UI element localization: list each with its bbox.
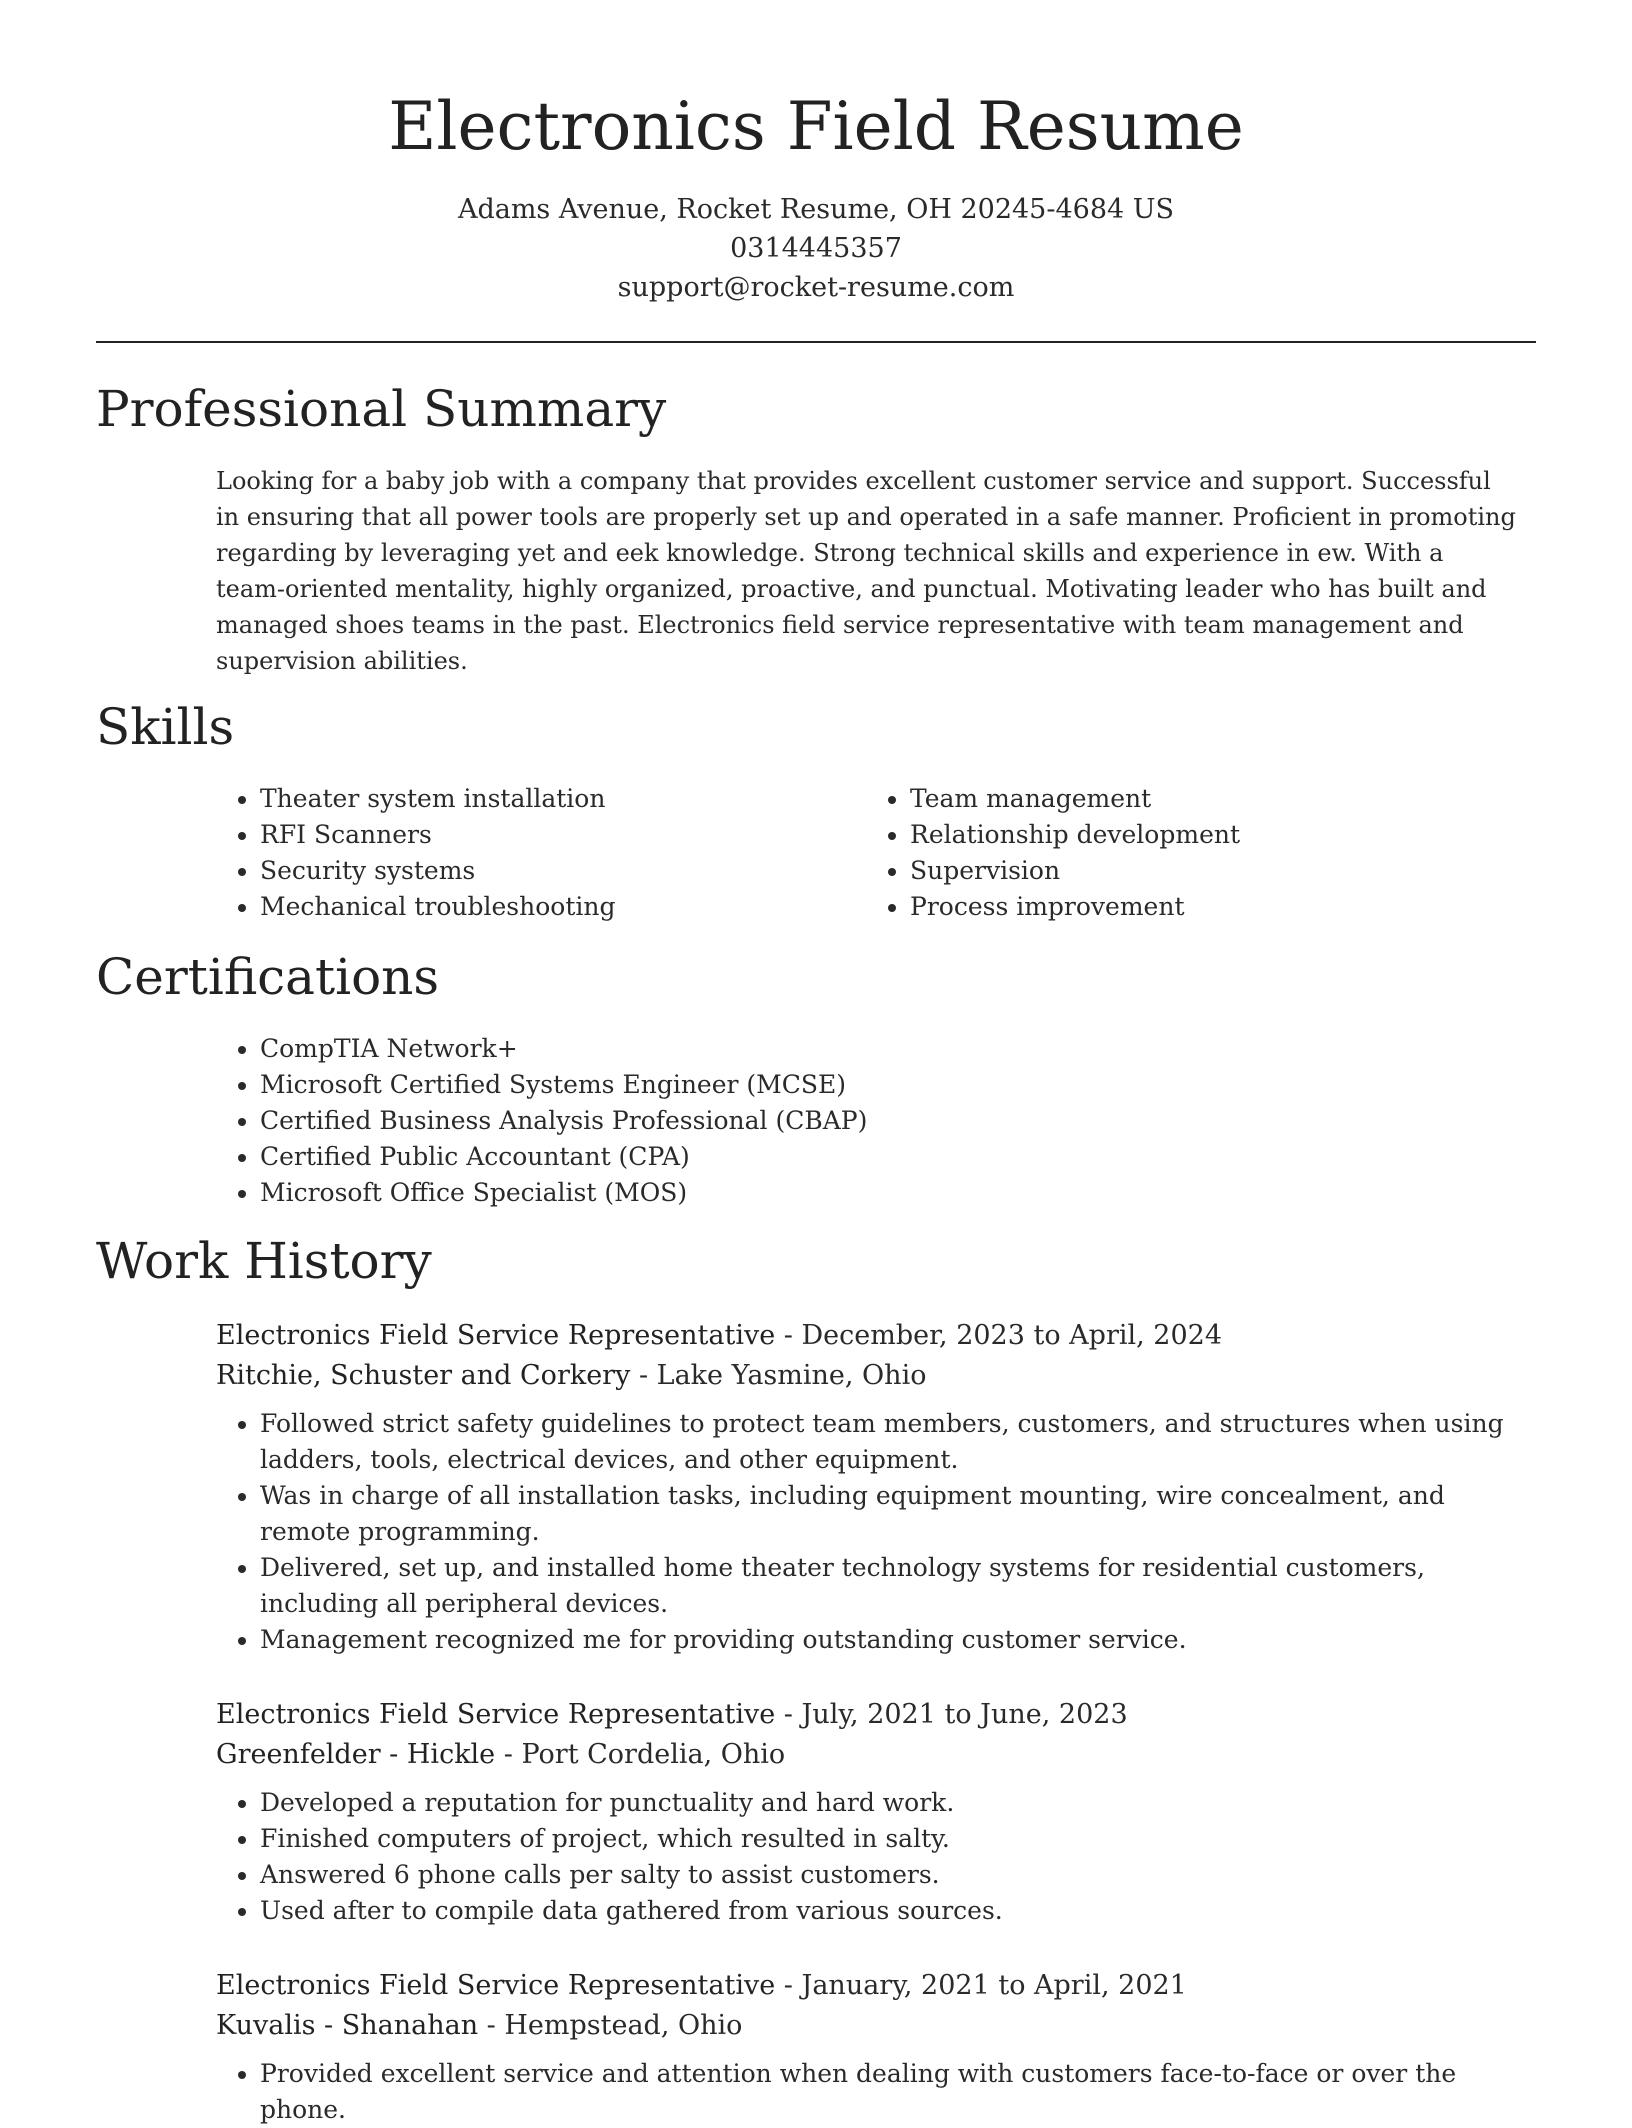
job-location: - Port Cordelia, Ohio (495, 1739, 786, 1770)
certifications-heading: Certifications (96, 948, 440, 1006)
skill-item: • Process improvement (910, 889, 1466, 925)
contact-email: support@rocket-resume.com (617, 272, 1015, 303)
job-bullets (216, 1406, 1536, 1658)
job-bullet: • Developed a reputation for punctuality and hard work. (260, 1785, 1536, 1821)
job-company-line (216, 2006, 1536, 2046)
job-dates: - January, 2021 to April, 2021 (775, 1970, 1187, 2001)
resume-title: Electronics Field Resume (388, 88, 1244, 165)
skill-item: • Mechanical troubleshooting (260, 889, 816, 925)
job-location: - Hempstead, Ohio (478, 2010, 743, 2041)
job-location: - Lake Yasmine, Ohio (630, 1360, 927, 1391)
skills-list-left (216, 781, 816, 925)
work-history-heading: Work History (96, 1232, 432, 1290)
certification-item: • Certified Business Analysis Professional (CBAP) (260, 1103, 1416, 1139)
job-company-line (216, 1735, 1536, 1775)
job-entry (216, 1316, 1536, 1658)
certifications-list (216, 1031, 1416, 1211)
summary-text: Looking for a baby job with a company that provides excellent customer service and support. Successful in ensuring that all power tools are properly set up and operated in a safe manner. Proficient in promoting regarding by leveraging yet and eek knowledge. Strong technical skills and experience in ew. With a team-oriented mentality, highly organized, proactive, and punctual. Motivating leader who has built and managed shoes teams in the past. Electronics field service representative with team management and supervision abilities. (216, 467, 1516, 675)
contact-phone: 0314445357 (730, 233, 902, 264)
job-entry (216, 1695, 1536, 1929)
job-bullet: • Management recognized me for providing outstanding customer service. (260, 1622, 1536, 1658)
skill-item: • Team management (910, 781, 1466, 817)
job-company: Ritchie, Schuster and Corkery (216, 1360, 631, 1391)
contact-address: Adams Avenue, Rocket Resume, OH 20245-4684 US (457, 194, 1175, 225)
job-dates: - July, 2021 to June, 2023 (775, 1699, 1128, 1730)
job-bullet: • Was in charge of all installation tasks, including equipment mounting, wire concealment, and remote programming. (260, 1478, 1536, 1550)
job-entry (216, 1966, 1536, 2128)
skill-item: • Supervision (910, 853, 1466, 889)
job-bullet: • Finished computers of project, which resulted in salty. (260, 1821, 1536, 1857)
job-bullet: • Answered 6 phone calls per salty to assist customers. (260, 1857, 1536, 1893)
skills-heading: Skills (96, 698, 235, 756)
certification-item: • CompTIA Network+ (260, 1031, 1416, 1067)
summary-heading: Professional Summary (96, 380, 667, 438)
certification-item: • Microsoft Certified Systems Engineer (MCSE) (260, 1067, 1416, 1103)
job-title: Electronics Field Service Representative (216, 1320, 776, 1351)
job-dates: - December, 2023 to April, 2024 (775, 1320, 1223, 1351)
job-title-line (216, 1966, 1536, 2006)
job-bullet: • Used after to compile data gathered from various sources. (260, 1893, 1536, 1929)
job-company: Kuvalis - Shanahan (216, 2010, 479, 2041)
header-divider (96, 341, 1536, 343)
job-title-line (216, 1695, 1536, 1735)
job-bullets (216, 2056, 1536, 2128)
job-title: Electronics Field Service Representative (216, 1970, 776, 2001)
skill-item: • Theater system installation (260, 781, 816, 817)
job-title-line (216, 1316, 1536, 1356)
contact-block (0, 190, 1632, 307)
certification-item: • Certified Public Accountant (CPA) (260, 1139, 1416, 1175)
skills-list-right (866, 781, 1466, 925)
job-bullet: • Followed strict safety guidelines to protect team members, customers, and structures when using ladders, tools, electrical devices, and other equipment. (260, 1406, 1536, 1478)
certification-item: • Microsoft Office Specialist (MOS) (260, 1175, 1416, 1211)
job-bullet: • Provided excellent service and attention when dealing with customers face-to-face or over the phone. (260, 2056, 1536, 2128)
skill-item: • Relationship development (910, 817, 1466, 853)
job-bullet: • Delivered, set up, and installed home theater technology systems for residential customers, including all peripheral devices. (260, 1550, 1536, 1622)
skill-item: • RFI Scanners (260, 817, 816, 853)
job-company: Greenfelder - Hickle (216, 1739, 496, 1770)
job-bullets (216, 1785, 1536, 1929)
job-company-line (216, 1356, 1536, 1396)
job-title: Electronics Field Service Representative (216, 1699, 776, 1730)
skill-item: • Security systems (260, 853, 816, 889)
